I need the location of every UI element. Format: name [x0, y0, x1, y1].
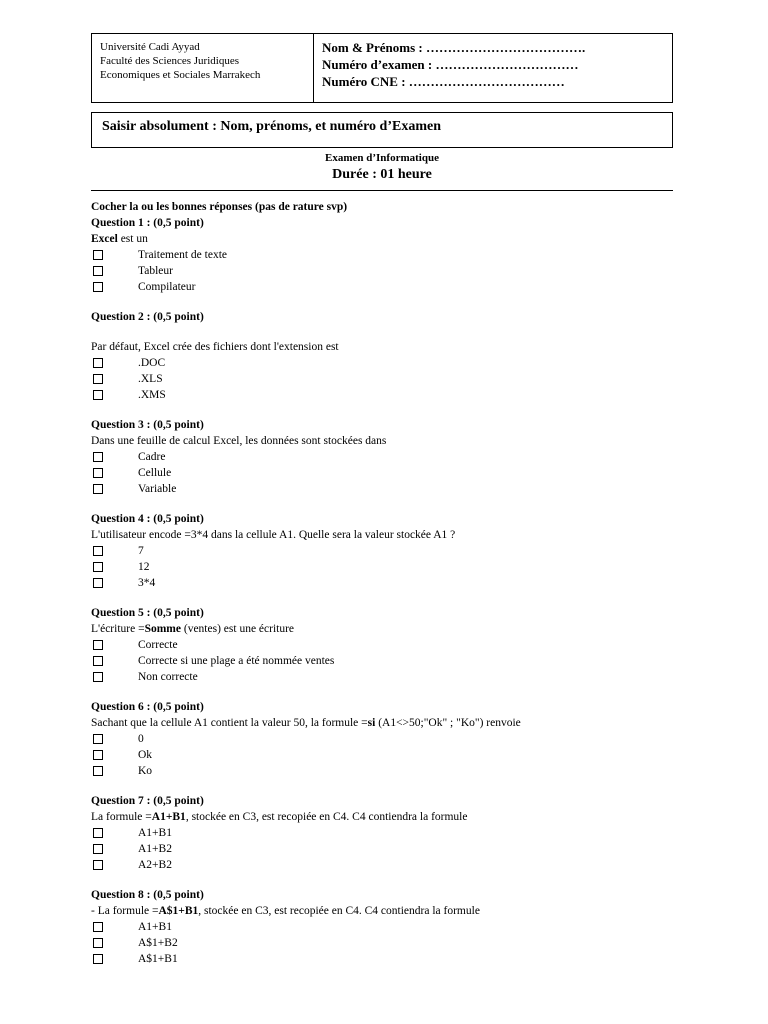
answer-option: [91, 575, 691, 591]
spacer: [91, 873, 691, 887]
faculty-line-2: Economiques et Sociales Marrakech: [100, 69, 261, 81]
answer-option: [91, 371, 691, 387]
answer-option: [91, 637, 691, 653]
option-label: Non correcte: [138, 671, 198, 683]
answer-option: [91, 935, 691, 951]
checkbox-icon[interactable]: [93, 452, 103, 462]
option-label: Ko: [138, 765, 153, 777]
answer-option: [91, 387, 691, 403]
exam-duration: Durée : 01 heure: [332, 167, 432, 182]
checkbox-icon[interactable]: [93, 578, 103, 588]
answer-option: [91, 559, 691, 575]
question-text: [91, 339, 691, 355]
checkbox-icon[interactable]: [93, 358, 103, 368]
answer-option: [91, 247, 691, 263]
option-label: .DOC: [138, 357, 166, 369]
option-label: A1+B1: [138, 827, 172, 839]
option-label: 12: [138, 561, 150, 573]
question-text: [91, 903, 691, 919]
university-info: [92, 34, 314, 102]
question-title: Question 3 : (0,5 point): [91, 419, 204, 431]
option-label: Traitement de texte: [138, 249, 227, 261]
spacer: [91, 325, 691, 339]
answer-option: [91, 263, 691, 279]
question-text: [91, 715, 691, 731]
answer-option: [91, 355, 691, 371]
checkbox-icon[interactable]: [93, 374, 103, 384]
instruction-box: Saisir absolument : Nom, prénoms, et numéro d’Examen: [91, 112, 673, 148]
checkbox-icon[interactable]: [93, 860, 103, 870]
name-field: Nom & Prénoms : ……………………………….: [322, 40, 586, 55]
checkbox-icon[interactable]: [93, 250, 103, 260]
question-text-body: Dans une feuille de calcul Excel, les données sont stockées dans: [91, 435, 387, 447]
answer-option: [91, 279, 691, 295]
checkbox-icon[interactable]: [93, 282, 103, 292]
option-label: Variable: [138, 483, 177, 495]
option-label: 0: [138, 733, 144, 745]
checkbox-icon[interactable]: [93, 828, 103, 838]
checkbox-icon[interactable]: [93, 546, 103, 556]
question-title: Question 7 : (0,5 point): [91, 795, 204, 807]
question-keyword: A$1+B1: [158, 905, 199, 917]
option-label: .XMS: [138, 389, 166, 401]
question-text-body: (ventes) est une écriture: [181, 623, 295, 635]
checkbox-icon[interactable]: [93, 640, 103, 650]
question-title: Question 2 : (0,5 point): [91, 311, 204, 323]
checkbox-icon[interactable]: [93, 484, 103, 494]
spacer: [91, 403, 691, 417]
option-label: 3*4: [138, 577, 156, 589]
question-title: Question 8 : (0,5 point): [91, 889, 204, 901]
option-label: Correcte si une plage a été nommée ventes: [138, 655, 335, 667]
question-text-start: L'écriture =: [91, 623, 145, 635]
question-keyword: Somme: [144, 623, 181, 635]
question-keyword: si: [367, 717, 376, 729]
checkbox-icon[interactable]: [93, 750, 103, 760]
answer-instruction: Cocher la ou les bonnes réponses (pas de rature svp): [91, 201, 348, 213]
checkbox-icon[interactable]: [93, 656, 103, 666]
spacer: [91, 779, 691, 793]
question-title: Question 6 : (0,5 point): [91, 701, 204, 713]
question-text: [91, 527, 691, 543]
option-label: Tableur: [138, 265, 173, 277]
question-title: Question 4 : (0,5 point): [91, 513, 204, 525]
question-text-body: , stockée en C3, est recopiée en C4. C4 contiendra la formule: [198, 905, 480, 917]
checkbox-icon[interactable]: [93, 672, 103, 682]
question-keyword: A1+B1: [151, 811, 186, 823]
answer-option: [91, 841, 691, 857]
checkbox-icon[interactable]: [93, 954, 103, 964]
question-text-body: , stockée en C3, est recopiée en C4. C4 contiendra la formule: [185, 811, 468, 823]
option-label: Ok: [138, 749, 153, 761]
spacer: [91, 591, 691, 605]
checkbox-icon[interactable]: [93, 734, 103, 744]
question-title: Question 1 : (0,5 point): [91, 217, 204, 229]
question-text-body: est un: [117, 233, 148, 245]
answer-option: [91, 653, 691, 669]
question-title: Question 5 : (0,5 point): [91, 607, 204, 619]
question-text-body: (A1<>50;"Ok" ; "Ko") renvoie: [375, 717, 521, 729]
option-label: A1+B2: [138, 843, 172, 855]
exam-number-field: Numéro d’examen : ……………………………: [322, 57, 579, 72]
option-label: Correcte: [138, 639, 178, 651]
faculty-line: Faculté des Sciences Juridiques: [100, 55, 239, 67]
option-label: A2+B2: [138, 859, 172, 871]
spacer: [91, 295, 691, 309]
checkbox-icon[interactable]: [93, 922, 103, 932]
question-keyword: Excel: [91, 233, 118, 245]
answer-option: [91, 731, 691, 747]
question-text: [91, 231, 691, 247]
question-text: [91, 621, 691, 637]
answer-option: [91, 825, 691, 841]
option-label: Cellule: [138, 467, 172, 479]
answer-option: [91, 747, 691, 763]
checkbox-icon[interactable]: [93, 844, 103, 854]
option-label: 7: [138, 545, 144, 557]
checkbox-icon[interactable]: [93, 766, 103, 776]
spacer: [91, 685, 691, 699]
questions-section: [91, 199, 691, 967]
answer-option: [91, 449, 691, 465]
question-text: [91, 433, 691, 449]
question-text: [91, 809, 691, 825]
question-text-start: - La formule =: [91, 905, 159, 917]
question-text-body: L'utilisateur encode =3*4 dans la cellule A1. Quelle sera la valeur stockée A1 ?: [91, 529, 456, 541]
answer-option: [91, 669, 691, 685]
cne-field: Numéro CNE : ………………………………: [322, 74, 565, 89]
answer-option: [91, 465, 691, 481]
question-text-body: Par défaut, Excel crée des fichiers dont l'extension est: [91, 341, 339, 353]
question-text-start: Sachant que la cellule A1 contient la valeur 50, la formule =: [91, 717, 368, 729]
answer-option: [91, 543, 691, 559]
spacer: [91, 497, 691, 511]
university-line: Université Cadi Ayyad: [100, 41, 200, 53]
divider: [91, 190, 673, 191]
checkbox-icon[interactable]: [93, 468, 103, 478]
option-label: A$1+B2: [138, 937, 178, 949]
checkbox-icon[interactable]: [93, 266, 103, 276]
answer-option: [91, 763, 691, 779]
option-label: .XLS: [138, 373, 163, 385]
checkbox-icon[interactable]: [93, 390, 103, 400]
answer-option: [91, 951, 691, 967]
answer-option: [91, 857, 691, 873]
option-label: Cadre: [138, 451, 166, 463]
exam-title: Examen d’Informatique: [325, 152, 439, 164]
option-label: A$1+B1: [138, 953, 178, 965]
question-text-start: La formule =: [91, 811, 152, 823]
option-label: Compilateur: [138, 281, 196, 293]
checkbox-icon[interactable]: [93, 938, 103, 948]
option-label: A1+B1: [138, 921, 172, 933]
answer-option: [91, 919, 691, 935]
header-table: [91, 33, 673, 103]
checkbox-icon[interactable]: [93, 562, 103, 572]
answer-option: [91, 481, 691, 497]
student-fields: [314, 34, 672, 102]
